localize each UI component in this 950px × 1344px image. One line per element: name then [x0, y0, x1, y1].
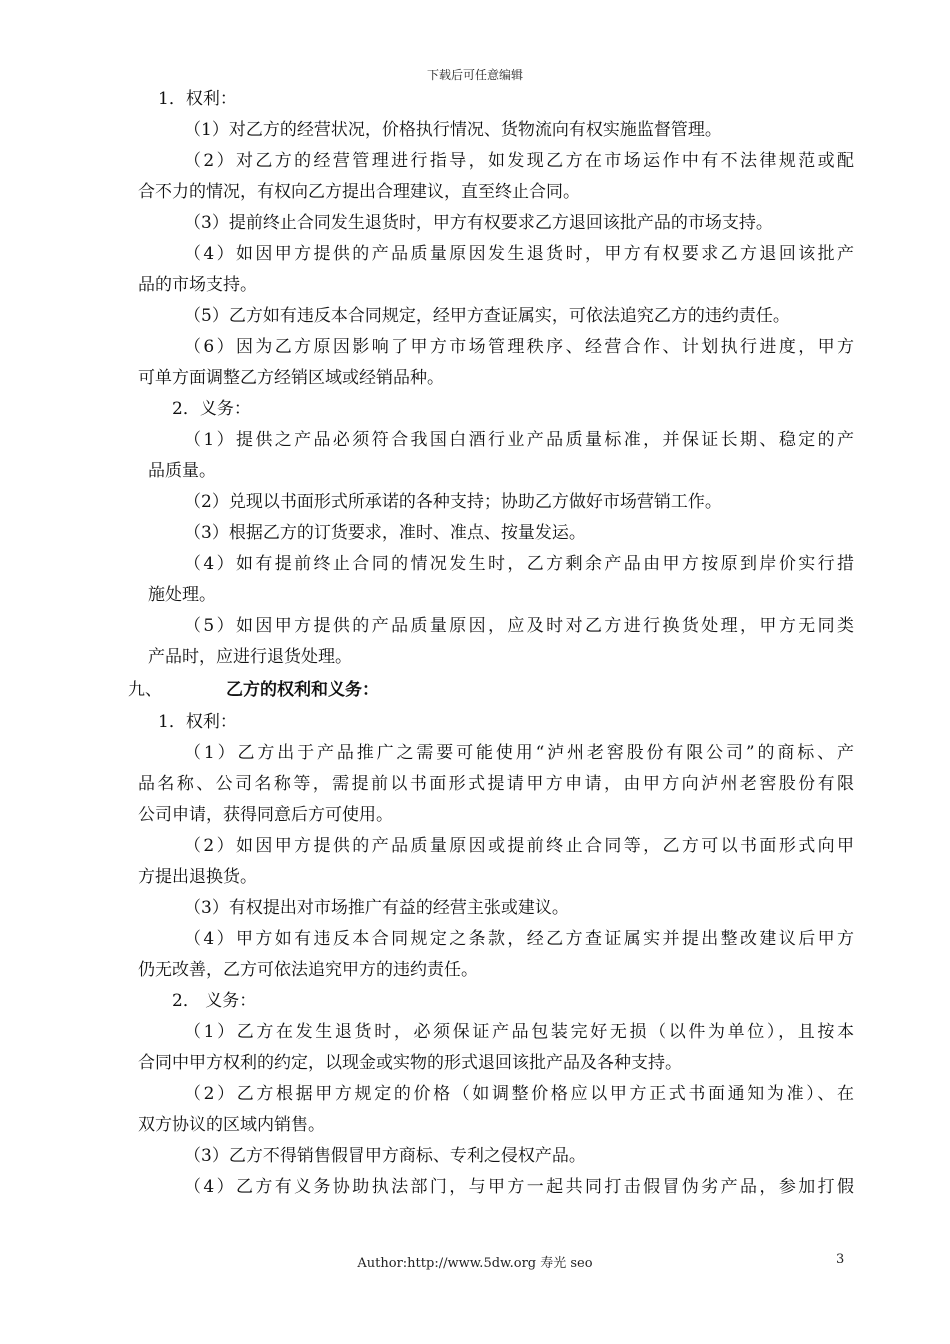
text-line: 2．义务：	[172, 399, 251, 419]
text-line: 品的市场支持。	[138, 275, 257, 295]
text-line: 1．权利：	[158, 89, 237, 109]
page-header: 下载后可任意编辑	[426, 68, 523, 82]
text-line: （3）有权提出对市场推广有益的经营主张或建议。	[184, 898, 569, 918]
text-line: 合同中甲方权利的约定，以现金或实物的形式退回该批产品及各种支持。	[138, 1053, 682, 1073]
text-line: 双方协议的区域内销售。	[138, 1115, 325, 1135]
footer-author: Author:http://www.5dw.org 寿光 seo	[357, 1256, 593, 1271]
text-line: （6）因为乙方原因影响了甲方市场管理秩序、经营合作、计划执行进度，甲方	[184, 337, 854, 357]
section-9-heading	[128, 673, 854, 707]
text-line: 品质量。	[148, 461, 216, 481]
section-8-content	[138, 84, 854, 673]
text-line: （1）乙方出于产品推广之需要可能使用“泸州老窖股份有限公司”的商标、产	[184, 743, 854, 763]
text-line: （4）如因甲方提供的产品质量原因发生退货时，甲方有权要求乙方退回该批产	[184, 244, 854, 264]
text-line: 产品时，应进行退货处理。	[148, 647, 352, 667]
document-body	[128, 84, 854, 1203]
text-line: （2）乙方根据甲方规定的价格（如调整价格应以甲方正式书面通知为准）、在	[184, 1084, 854, 1104]
text-line: 合不力的情况，有权向乙方提出合理建议，直至终止合同。	[138, 182, 580, 202]
text-line: （4）乙方有义务协助执法部门，与甲方一起共同打击假冒伪劣产品，参加打假	[184, 1177, 854, 1197]
text-line: 可单方面调整乙方经销区域或经销品种。	[138, 368, 444, 388]
section-9-number: 九、	[128, 680, 162, 700]
section-9-content	[138, 707, 854, 1203]
text-line: 方提出退换货。	[138, 867, 257, 887]
text-line: （1）提供之产品必须符合我国白酒行业产品质量标准，并保证长期、稳定的产	[184, 430, 854, 450]
text-line: （5）如因甲方提供的产品质量原因，应及时对乙方进行换货处理，甲方无同类	[184, 616, 854, 636]
text-line: 品名称、公司名称等，需提前以书面形式提请甲方申请，由甲方向泸州老窖股份有限	[138, 774, 854, 794]
page-number: 3	[836, 1252, 845, 1267]
text-line: （4）如有提前终止合同的情况发生时，乙方剩余产品由甲方按原到岸价实行措	[184, 554, 854, 574]
text-line: 仍无改善，乙方可依法追究甲方的违约责任。	[138, 960, 478, 980]
text-line: 施处理。	[148, 585, 216, 605]
text-line: （2）如因甲方提供的产品质量原因或提前终止合同等，乙方可以书面形式向甲	[184, 836, 854, 856]
text-line: （3）根据乙方的订货要求，准时、准点、按量发运。	[184, 523, 586, 543]
text-line: （1）乙方在发生退货时，必须保证产品包装完好无损（以件为单位），且按本	[184, 1022, 854, 1042]
text-line: （1）对乙方的经营状况，价格执行情况、货物流向有权实施监督管理。	[184, 120, 722, 140]
text-line: （2）兑现以书面形式所承诺的各种支持；协助乙方做好市场营销工作。	[184, 492, 722, 512]
text-line: （4）甲方如有违反本合同规定之条款，经乙方查证属实并提出整改建议后甲方	[184, 929, 854, 949]
text-line: （2）对乙方的经营管理进行指导，如发现乙方在市场运作中有不法律规范或配	[184, 151, 854, 171]
text-line: （5）乙方如有违反本合同规定，经甲方查证属实，可依法追究乙方的违约责任。	[184, 306, 790, 326]
text-line: （3）提前终止合同发生退货时，甲方有权要求乙方退回该批产品的市场支持。	[184, 213, 773, 233]
text-line: 公司申请，获得同意后方可使用。	[138, 805, 393, 825]
text-line: 2． 义务：	[172, 991, 257, 1011]
text-line: （3）乙方不得销售假冒甲方商标、专利之侵权产品。	[184, 1146, 586, 1166]
section-9-title: 乙方的权利和义务：	[226, 680, 379, 700]
text-line: 1．权利：	[158, 712, 237, 732]
